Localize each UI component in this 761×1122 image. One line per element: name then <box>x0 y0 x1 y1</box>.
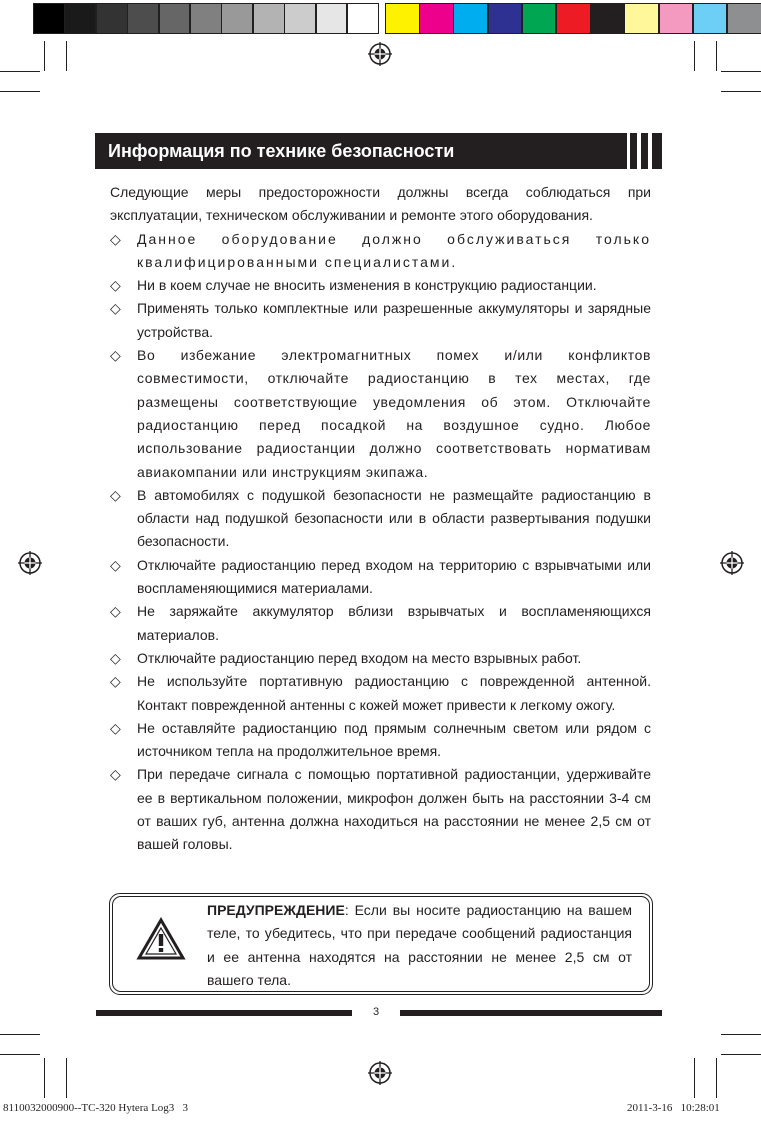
calibration-swatch <box>590 3 625 34</box>
registration-mark-icon <box>368 1061 392 1085</box>
title-stripe <box>641 133 648 169</box>
calibration-swatch <box>488 3 523 34</box>
calibration-swatch <box>190 3 222 34</box>
calibration-swatch <box>253 3 285 34</box>
list-item: ◇ При передаче сигнала с помощью портативной радиостанции, удерживайте ее в вертикальном положении, микрофон должен быть на расстоянии 3-4 см от ваших губ, антенна должна находиться на расстоянии не менее 2,5 см от вашей головы. <box>110 763 651 856</box>
diamond-bullet-icon: ◇ <box>110 347 121 364</box>
list-item: ◇ Не используйте портативную радиостанцию с поврежденной антенной. Контакт поврежденной антенны с кожей может привести к легкому ожогу. <box>110 670 651 717</box>
calibration-swatch <box>33 3 65 34</box>
diamond-bullet-icon: ◇ <box>110 649 121 666</box>
safety-rules-list <box>110 228 651 857</box>
calibration-swatch <box>693 3 728 34</box>
safety-content <box>110 181 651 857</box>
print-slug-right: 2011-3-16 10:28:01 <box>627 1102 720 1114</box>
diamond-bullet-icon: ◇ <box>110 230 121 247</box>
list-item: ◇ Данное оборудование должно обслуживаться только квалифицированными специалистами. <box>110 228 651 275</box>
calibration-swatch <box>96 3 128 34</box>
list-item: ◇ В автомобилях с подушкой безопасности не размещайте радиостанцию в области над подушкой безопасности или в области развертывания подушки безопасности. <box>110 484 651 554</box>
registration-mark-icon <box>368 42 392 66</box>
footer-rule-left <box>96 1010 352 1016</box>
diamond-bullet-icon: ◇ <box>110 277 121 294</box>
list-item: ◇ Применять только комплектные или разрешенные аккумуляторы и зарядные устройства. <box>110 297 651 344</box>
registration-mark-icon <box>18 551 42 575</box>
print-slug-left: 8110032000900--TC-320 Hytera Log3 3 <box>3 1102 189 1114</box>
footer-rule-right <box>400 1010 662 1016</box>
calibration-swatch <box>522 3 557 34</box>
list-item: ◇ Отключайте радиостанцию перед входом на место взрывных работ. <box>110 647 651 670</box>
calibration-swatch <box>127 3 159 34</box>
list-item: ◇ Ни в коем случае не вносить изменения в конструкцию радиостанции. <box>110 274 651 297</box>
intro-paragraph: Следующие меры предосторожности должны всегда соблюдаться при эксплуатации, техническом обслуживании и ремонте этого оборудования. <box>110 184 651 224</box>
warning-text <box>207 899 632 992</box>
diamond-bullet-icon: ◇ <box>110 556 121 573</box>
list-item: ◇ Не заряжайте аккумулятор вблизи взрывчатых и воспламеняющихся материалов. <box>110 600 651 647</box>
warning-label: ПРЕДУПРЕЖДЕНИЕ <box>207 902 345 918</box>
calibration-swatch <box>453 3 488 34</box>
registration-mark-icon <box>720 551 744 575</box>
list-item: ◇ Отключайте радиостанцию перед входом на территорию с взрывчатыми или воспламеняющимися материалами. <box>110 554 651 601</box>
list-item: ◇ Не оставляйте радиостанцию под прямым солнечным светом или рядом с источником тепла на продолжительное время. <box>110 717 651 764</box>
calibration-swatch <box>64 3 96 34</box>
calibration-swatch <box>284 3 316 34</box>
calibration-swatch <box>221 3 253 34</box>
calibration-swatch <box>159 3 191 34</box>
warning-triangle-icon <box>136 917 186 961</box>
diamond-bullet-icon: ◇ <box>110 673 121 690</box>
calibration-swatch <box>624 3 659 34</box>
diamond-bullet-icon: ◇ <box>110 719 121 736</box>
calibration-swatch <box>556 3 591 34</box>
title-stripe <box>630 133 637 169</box>
calibration-swatch <box>419 3 454 34</box>
calibration-swatch <box>385 3 420 34</box>
diamond-bullet-icon: ◇ <box>110 300 121 317</box>
warning-body: : Если вы носите радиостанцию на вашем теле, то убедитесь, что при передаче сообщений радиостанция и ее антенна находятся на расстоянии не менее 2,5 см от вашего тела. <box>207 902 632 988</box>
diamond-bullet-icon: ◇ <box>110 486 121 503</box>
calibration-swatch <box>727 3 761 34</box>
diamond-bullet-icon: ◇ <box>110 766 121 783</box>
diamond-bullet-icon: ◇ <box>110 603 121 620</box>
list-item: ◇ Во избежание электромагнитных помех и/или конфликтов совместимости, отключайте радиостанцию в тех местах, где размещены соответствующие уведомления об этом. Отключайте радиостанцию перед посадкой на воздушное судно. Любое использование радиостанции должно соответствовать нормативам авиакомпании или инструкциям экипажа. <box>110 344 651 484</box>
section-title: Информация по технике безопасности <box>95 133 627 169</box>
title-stripe <box>652 133 662 169</box>
calibration-swatch <box>316 3 348 34</box>
calibration-swatch <box>347 3 379 34</box>
page-number: 3 <box>372 1006 380 1018</box>
calibration-swatch <box>659 3 694 34</box>
